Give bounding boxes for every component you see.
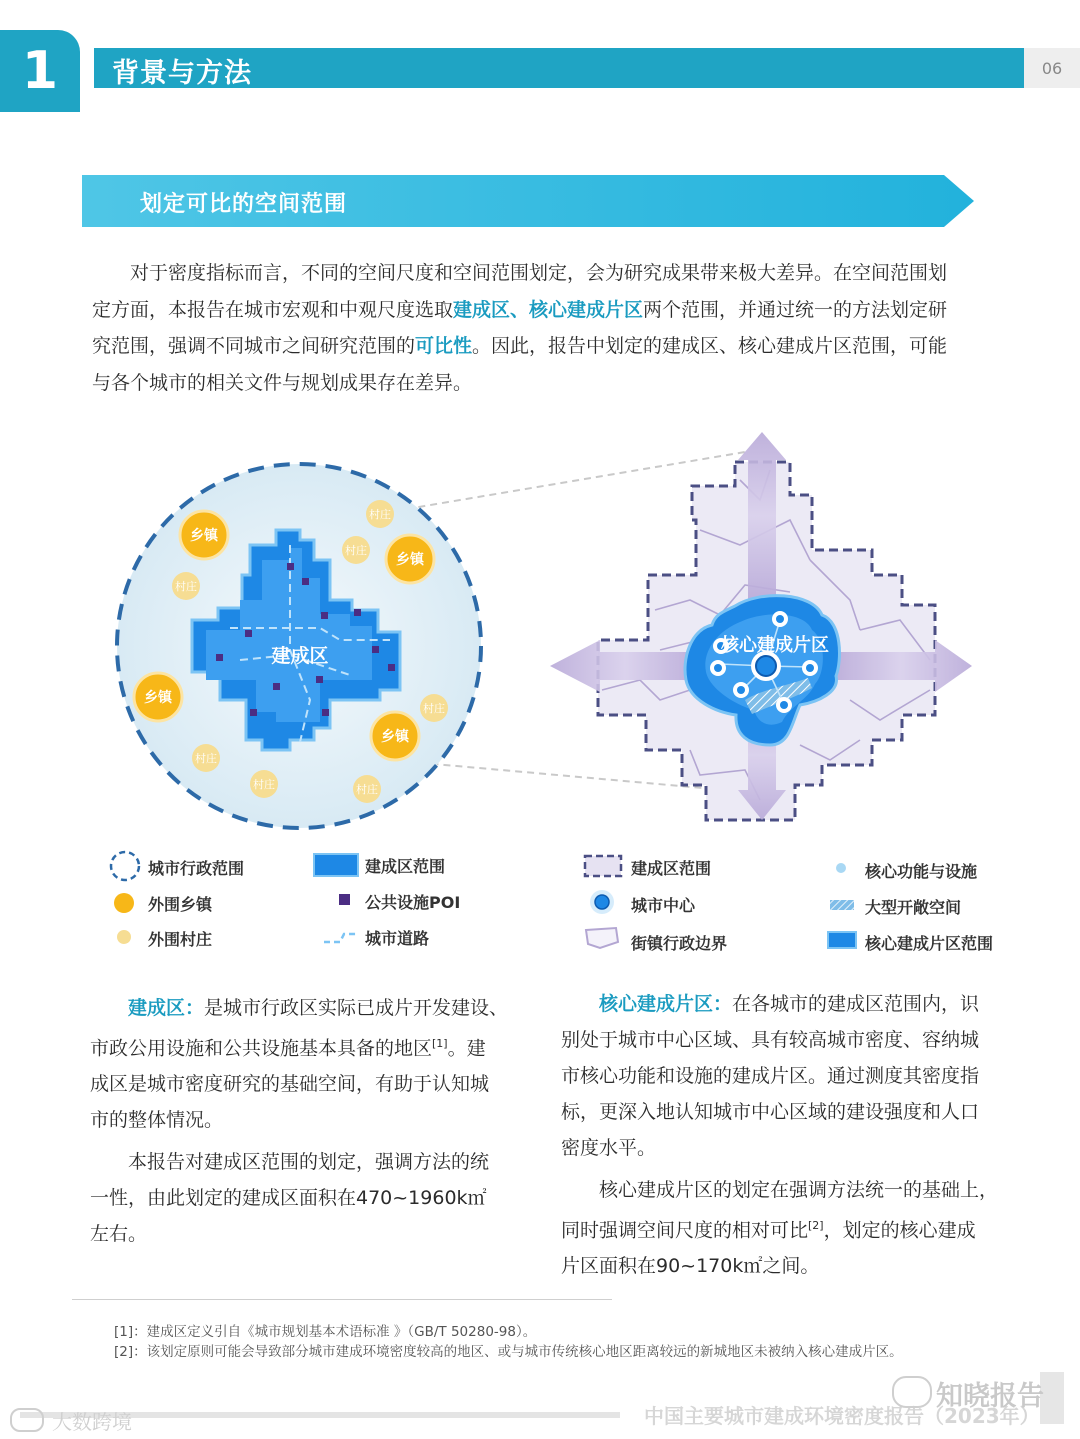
core-area-label: 核心建成片区 — [721, 635, 829, 656]
right-text-8: 片区面积在90~170k㎡之间。 — [561, 1255, 820, 1278]
legend-road-icon — [324, 934, 356, 942]
legend-built-dashed-label: 建成区范围 — [631, 859, 712, 878]
intro-text-2a: 定方面，本报告在城市宏观和中观尺度选取 — [92, 298, 454, 321]
legend-town-label: 外围乡镇 — [148, 895, 213, 914]
town-label: 乡镇 — [381, 729, 409, 745]
town-label: 乡镇 — [396, 552, 424, 568]
intro-line-2 — [92, 292, 1012, 329]
legend-open-space-label: 大型开敞空间 — [865, 898, 962, 917]
legend-poi-label: 公共设施POI — [365, 893, 461, 912]
right-line-2 — [561, 1022, 1031, 1058]
right-line-5 — [561, 1130, 1031, 1166]
chapter-title: 背景与方法 — [112, 58, 252, 89]
intro-text-1: 对于密度指标而言，不同的空间尺度和空间范围划定，会为研究成果带来极大差异。在空间范围划 — [130, 262, 948, 284]
core-facility-dot — [737, 686, 745, 694]
legend-street-boundary-label: 街镇行政边界 — [631, 934, 728, 953]
footnote-1: [1]：建成区定义引自《城市规划基本术语标准 》（GB/T 50280-98）。 — [114, 1324, 537, 1340]
town-label: 乡镇 — [190, 528, 218, 544]
left-text-2c: 。建 — [447, 1037, 486, 1060]
left-text-1: 是城市行政区实际已成片开发建设、 — [204, 997, 509, 1019]
village-label: 村庄 — [369, 508, 391, 521]
left-text-2: 市政公用设施和公共设施基本具备的地区 — [90, 1037, 433, 1060]
footnote-ref-2: [2] — [808, 1219, 824, 1232]
right-text-6: 核心建成片区的划定在强调方法统一的基础上， — [599, 1179, 999, 1201]
footnote-2: [2]：该划定原则可能会导致部分城市建成环境密度较高的地区、或与城市传统核心地区距离较远的新城地区未被纳入核心建成片区。 — [114, 1344, 903, 1360]
poi-marker — [273, 683, 280, 690]
left-line-3 — [90, 1066, 530, 1102]
section-title: 划定可比的空间范围 — [140, 192, 348, 217]
poi-marker — [245, 630, 252, 637]
poi-marker — [372, 646, 379, 653]
intro-text-3c: 。因此，报告中划定的建成区、核心建成片区范围，可能 — [472, 335, 948, 357]
legend-road-label: 城市道路 — [365, 929, 430, 948]
village-label: 村庄 — [195, 752, 217, 765]
intro-paragraph — [92, 255, 1012, 401]
left-text-3: 成区是城市密度研究的基础空间，有助于认知城 — [90, 1073, 490, 1096]
core-facility-dot — [806, 664, 814, 672]
core-facility-dot — [776, 615, 784, 623]
poi-marker — [250, 709, 257, 716]
watermark-left: 大数跨境 — [52, 1410, 132, 1434]
legend-admin-label: 城市行政范围 — [148, 859, 245, 878]
intro-text-3a: 究范围，强调不同城市之间研究范围的 — [92, 335, 416, 357]
legend-built-dashed-icon — [585, 856, 621, 876]
legend-street-boundary-icon — [586, 928, 618, 948]
footnote-ref-1: [1] — [432, 1037, 448, 1050]
town-label: 乡镇 — [144, 690, 172, 706]
poi-marker — [388, 664, 395, 671]
left-text-7: 左右。 — [90, 1223, 148, 1246]
watermark-right: 知晓报告 — [936, 1381, 1044, 1412]
core-facility-dot — [714, 664, 722, 672]
village-label: 村庄 — [356, 783, 378, 796]
chapter-number: 1 — [21, 41, 59, 101]
core-facility-dot — [780, 701, 788, 709]
right-text-2: 别处于城市中心区域、具有较高城市密度、容纳城 — [561, 1029, 980, 1051]
intro-highlight-1: 建成区、核心建成片区 — [453, 298, 644, 321]
legend-city-center-dot — [595, 895, 609, 909]
intro-line-1 — [92, 255, 1012, 292]
legend-town-icon — [114, 893, 134, 913]
report-title: 中国主要城市建成环境密度报告（2023年） — [644, 1404, 1040, 1428]
village-label: 村庄 — [423, 702, 445, 715]
right-line-1 — [561, 986, 1031, 1022]
left-line-6 — [90, 1180, 530, 1216]
left-line-1 — [90, 990, 530, 1026]
wechat-icon — [892, 1376, 932, 1408]
legend-built-area-label: 建成区范围 — [365, 857, 446, 876]
legend-village-label: 外围村庄 — [148, 930, 213, 949]
core-area-definition — [561, 986, 1031, 1284]
right-line-6 — [561, 1172, 1031, 1208]
built-area-label: 建成区 — [271, 645, 329, 667]
legend-poi-icon — [339, 894, 350, 905]
page-number: 06 — [1024, 48, 1080, 88]
right-text-4: 标，更深入地认知城市中心区域的建设强度和人口 — [561, 1101, 980, 1123]
left-line-4 — [90, 1102, 530, 1138]
legend-facility-label: 核心功能与设施 — [865, 862, 978, 881]
legend-city-center-label: 城市中心 — [631, 896, 696, 915]
left-text-4: 市的整体情况。 — [90, 1109, 224, 1132]
right-line-7 — [561, 1208, 1031, 1248]
left-line-2 — [90, 1026, 530, 1066]
right-line-8 — [561, 1248, 1031, 1284]
diagram — [0, 420, 1080, 840]
right-line-3 — [561, 1058, 1031, 1094]
built-area-definition — [90, 990, 530, 1252]
intro-line-4 — [92, 365, 1012, 402]
footnote-divider — [72, 1299, 612, 1300]
poi-marker — [354, 609, 361, 616]
intro-text-4: 与各个城市的相关文件与规划成果存在差异。 — [92, 371, 473, 394]
left-line-5 — [90, 1144, 530, 1180]
poi-marker — [322, 709, 329, 716]
left-text-6: 一性，由此划定的建成区面积在470~1960k㎡ — [90, 1187, 487, 1210]
right-text-3: 市核心功能和设施的建成片区。通过测度其密度指 — [561, 1065, 980, 1087]
poi-marker — [302, 578, 309, 585]
left-line-7 — [90, 1216, 530, 1252]
legend-village-icon — [117, 930, 131, 944]
watermark-logo-icon — [10, 1408, 44, 1432]
legend-facility-icon — [836, 863, 846, 873]
city-center-marker — [756, 656, 776, 676]
right-text-5: 密度水平。 — [561, 1137, 657, 1159]
right-text-1: 在各城市的建成区范围内，识 — [732, 993, 980, 1015]
intro-highlight-2: 可比性 — [415, 335, 473, 357]
built-area-term: 建成区： — [128, 997, 205, 1019]
right-text-7c: ，划定的核心建成 — [823, 1219, 976, 1242]
intro-line-3 — [92, 328, 1012, 365]
poi-marker — [321, 612, 328, 619]
village-label: 村庄 — [345, 544, 367, 557]
chapter-number-box — [0, 30, 80, 112]
legend-admin-icon — [111, 852, 139, 880]
village-label: 村庄 — [253, 778, 275, 791]
left-text-5: 本报告对建成区范围的划定，强调方法的统 — [128, 1151, 490, 1174]
intro-text-2c: 两个范围，并通过统一的方法划定研 — [643, 298, 948, 321]
legend-core-area-label: 核心建成片区范围 — [865, 934, 994, 953]
poi-marker — [316, 676, 323, 683]
legend-built-area-icon — [314, 854, 358, 876]
legend-core-area-icon — [828, 932, 856, 948]
right-text-7: 同时强调空间尺度的相对可比 — [561, 1219, 809, 1242]
poi-marker — [216, 654, 223, 661]
village-label: 村庄 — [175, 580, 197, 593]
right-line-4 — [561, 1094, 1031, 1130]
legend-open-space-icon — [830, 900, 854, 910]
core-area-term: 核心建成片区： — [599, 993, 733, 1015]
poi-marker — [287, 563, 294, 570]
